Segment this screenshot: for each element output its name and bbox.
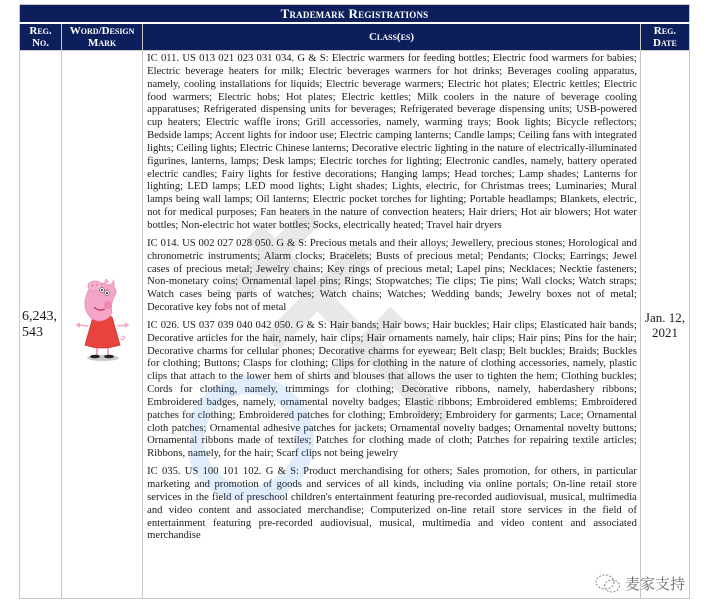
table-title: Trademark Registrations xyxy=(20,5,690,24)
table-row xyxy=(20,51,690,599)
class-entry-ic-014: IC 014. US 002 027 028 050. G & S: Precious metals and their alloys; Jewellery, precious stones; Horological and chronometric instruments; Alarm clocks; Bracelets; Busts of precious metal; Pendants; Clocks; Earrings; Jewel cases of precious metal; Jewelry chains; Key rings of precious metal; Lapel pins; Necklaces; Necktie fasteners; Non-monetary coins; Ornamental lapel pins; Rings; Stopwatches; Tie clips; Tie pins; Wall clocks; Watch straps; Watch cases being parts of watches; Watch chains; Watches; Wedding bands; Jewelry boxes not of metal; Decorative key fobs not of metal xyxy=(147,237,637,314)
wechat-icon xyxy=(595,574,621,594)
class-entry-ic-026: IC 026. US 037 039 040 042 050. G & S: Hair bands; Hair bows; Hair buckles; Hair clips; Elasticated hair bands; Decorative articles for the hair, namely, hair clips; Hair ornaments namely, hair clips; Hair pins; Pins for the hair; Decorative charms for cellular phones; Decorative charms for eyewear; Belt clasp; Belt buckles; Braids; Buckles for clothing; Buttons; Clasps for clothing; Clips for clothing in the nature of clothing accessories, namely, plastic clips that attach to the lower hem of shirts and blouses that allows the user to tighten the hem; Clothing buckles; Cords for clothing, namely, trimmings for clothing; Decorative ribbons, namely, haberdashery ribbons; Embroidered badges, namely, ornamental novelty badges; Elastic ribbons; Embroidered emblems; Embroidered patches for clothing; Embroidered patches for clothing; Embroidery; Embroidery for garments; Lace; Ornamental cloth patches; Ornamental adhesive patches for jackets; Ornamental novelty badges; Ornamental novelty buttons; Ornamental ribbons made of textiles; Patches for clothing made of cloth; Patches for repairing textile articles; Ribbons, namely, for the hair; Scarf clips not being jewelry xyxy=(147,319,637,460)
column-header-mark: Word/Design Mark xyxy=(62,23,143,51)
class-entry-ic-035: IC 035. US 100 101 102. G & S: Product merchandising for others; Sales promotion, for others, in particular marketing and promotion of goods and services of all kinds, including via online portals; On-line retail store services in the field of preschool children's entertainment featuring pre-recorded audiovisual, musical, multimedia and video content and associated merchandise; Computerized on-line retail store services in the field of entertainment featuring pre-recorded audiovisual, musical, multimedia and video content and associated merchandise xyxy=(147,466,637,542)
registration-date: Jan. 12, 2021 xyxy=(640,51,689,599)
class-entry-ic-011: IC 011. US 013 021 023 031 034. G & S: Electric warmers for feeding bottles; Electric food warmers for babies; Electric beverage heaters for milk; Electric beverages warmers for hot drinks; Beverages cooling apparatus, namely, cooling installations for liquids; Electric beverage warmers; Electric hot plates; Electric kettles; Electric food warmers; Electric hobs; Hot plates; Electric kettles; Milk coolers in the nature of beverage cooling apparatuses; Refrigerated dispensing units for beverages; Refrigerated beverage dispensing units; USB-powered cup heaters; Electric waffle irons; Grill accessories, namely, warming trays; Book lights; Bicycle reflectors; Bedside lamps; Accent lights for indoor use; Electric camping lanterns; Candle lamps; Ceiling fans with integrated lights; Ceiling lights; Electric Chinese lanterns; Decorative electric lighting in the nature of electrically-illuminated figurines, lanterns, lamps; Desk lamps; Electric torches for lighting; Electronic candles, namely, battery operated electric candles; Fairy lights for festive decorations; Hanging lamps; Head torches; Lamp shades; Lanterns for lighting; LED lamps; LED mood lights; Light shades; Lights, electric, for Christmas trees; Luminaries; Mural lamps being wall lamps; Oil lanterns; Electric pocket torches for lighting; Portable headlamps; Blankets, electric, not for medical purposes; Fan heaters in the nature of convection heaters; Hair driers; Hot air blowers; Hot water bottles; Non-electric hot water bottles; Socks, electrically heated; Travel hair dryers xyxy=(147,53,637,231)
watermark-stamp xyxy=(595,573,685,594)
watermark-text: 麦家支持 xyxy=(624,575,685,593)
table-header-row xyxy=(20,23,690,51)
design-mark-cell xyxy=(62,51,143,599)
column-header-reg-no: Reg. No. xyxy=(20,23,62,51)
registration-number: 6,243, 543 xyxy=(20,51,62,599)
trademark-registrations-table-wrapper xyxy=(19,4,690,599)
classes-cell xyxy=(143,51,641,599)
peppa-pig-mark-image xyxy=(72,279,132,370)
trademark-registrations-table xyxy=(19,4,690,599)
table-title-row xyxy=(20,5,690,24)
column-header-classes: Class(es) xyxy=(143,23,641,51)
column-header-reg-date: Reg. Date xyxy=(640,23,689,51)
